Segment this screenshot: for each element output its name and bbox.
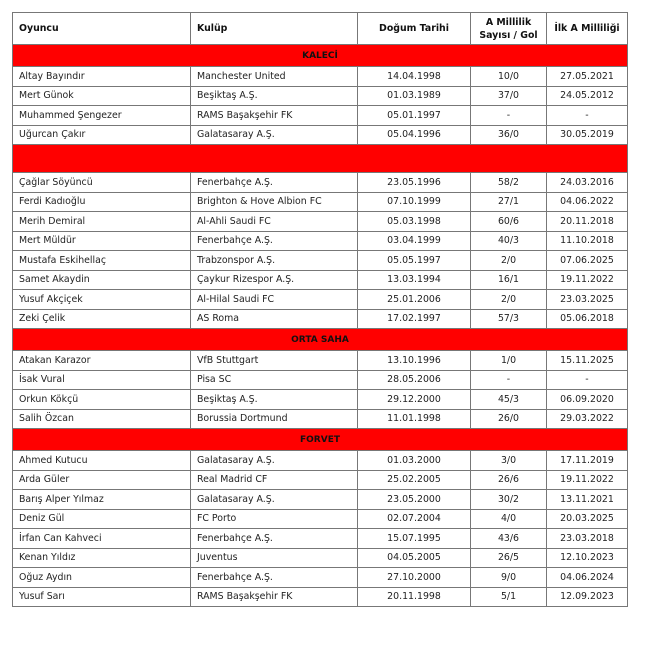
player-birth-date: 02.07.2004	[358, 509, 471, 529]
player-name: Mert Müldür	[13, 231, 191, 251]
table-row	[13, 470, 628, 490]
player-debut-date: -	[547, 370, 628, 390]
player-caps-goals: 16/1	[471, 270, 547, 290]
table-row	[13, 212, 628, 232]
player-debut-date: 13.11.2021	[547, 490, 628, 510]
player-caps-goals: 2/0	[471, 290, 547, 310]
header-club: Kulüp	[191, 13, 358, 45]
player-caps-goals: 9/0	[471, 568, 547, 588]
player-name: Salih Özcan	[13, 409, 191, 429]
player-name: Uğurcan Çakır	[13, 125, 191, 145]
player-caps-goals: 10/0	[471, 67, 547, 87]
player-club: Beşiktaş A.Ş.	[191, 390, 358, 410]
player-caps-goals: 3/0	[471, 451, 547, 471]
player-club: Juventus	[191, 548, 358, 568]
player-caps-goals: 36/0	[471, 125, 547, 145]
player-birth-date: 04.05.2005	[358, 548, 471, 568]
player-birth-date: 01.03.1989	[358, 86, 471, 106]
player-debut-date: 23.03.2018	[547, 529, 628, 549]
player-club: Real Madrid CF	[191, 470, 358, 490]
player-club: RAMS Başakşehir FK	[191, 587, 358, 607]
player-debut-date: 20.03.2025	[547, 509, 628, 529]
player-birth-date: 27.10.2000	[358, 568, 471, 588]
player-club: RAMS Başakşehir FK	[191, 106, 358, 126]
player-debut-date: 17.11.2019	[547, 451, 628, 471]
player-name: Kenan Yıldız	[13, 548, 191, 568]
player-birth-date: 28.05.2006	[358, 370, 471, 390]
player-name: Ahmed Kutucu	[13, 451, 191, 471]
player-club: Fenerbahçe A.Ş.	[191, 529, 358, 549]
player-club: Fenerbahçe A.Ş.	[191, 231, 358, 251]
player-caps-goals: -	[471, 370, 547, 390]
player-birth-date: 07.10.1999	[358, 192, 471, 212]
player-birth-date: 05.01.1997	[358, 106, 471, 126]
player-birth-date: 17.02.1997	[358, 309, 471, 329]
player-birth-date: 01.03.2000	[358, 451, 471, 471]
table-row	[13, 309, 628, 329]
player-caps-goals: 26/6	[471, 470, 547, 490]
player-name: Merih Demiral	[13, 212, 191, 232]
player-club: Al-Ahli Saudi FC	[191, 212, 358, 232]
player-birth-date: 05.04.1996	[358, 125, 471, 145]
player-club: Galatasaray A.Ş.	[191, 125, 358, 145]
section-header	[13, 429, 628, 451]
player-name: İsak Vural	[13, 370, 191, 390]
player-debut-date: 15.11.2025	[547, 351, 628, 371]
player-birth-date: 05.03.1998	[358, 212, 471, 232]
table-row	[13, 290, 628, 310]
table-row	[13, 529, 628, 549]
table-row	[13, 490, 628, 510]
player-debut-date: 24.05.2012	[547, 86, 628, 106]
player-debut-date: 04.06.2024	[547, 568, 628, 588]
table-row	[13, 451, 628, 471]
player-birth-date: 23.05.1996	[358, 173, 471, 193]
player-debut-date: 12.09.2023	[547, 587, 628, 607]
player-caps-goals: 2/0	[471, 251, 547, 271]
player-name: Ferdi Kadıoğlu	[13, 192, 191, 212]
table-row	[13, 390, 628, 410]
player-debut-date: 20.11.2018	[547, 212, 628, 232]
player-caps-goals: 58/2	[471, 173, 547, 193]
player-caps-goals: 43/6	[471, 529, 547, 549]
player-name: Deniz Gül	[13, 509, 191, 529]
table-row	[13, 192, 628, 212]
table-row	[13, 231, 628, 251]
player-birth-date: 13.03.1994	[358, 270, 471, 290]
player-birth-date: 25.01.2006	[358, 290, 471, 310]
player-caps-goals: 27/1	[471, 192, 547, 212]
table-row	[13, 587, 628, 607]
player-name: Orkun Kökçü	[13, 390, 191, 410]
player-club: Galatasaray A.Ş.	[191, 490, 358, 510]
squad-table	[12, 12, 628, 607]
player-debut-date: 30.05.2019	[547, 125, 628, 145]
player-club: Galatasaray A.Ş.	[191, 451, 358, 471]
section-header	[13, 45, 628, 67]
player-club: Brighton & Hove Albion FC	[191, 192, 358, 212]
header-caps	[471, 13, 547, 45]
header-debut: İlk A Milliliği	[547, 13, 628, 45]
table-row	[13, 67, 628, 87]
player-birth-date: 15.07.1995	[358, 529, 471, 549]
player-caps-goals: 45/3	[471, 390, 547, 410]
header-caps-line1: A Millilik	[485, 16, 532, 28]
player-name: İrfan Can Kahveci	[13, 529, 191, 549]
table-row	[13, 86, 628, 106]
player-debut-date: 11.10.2018	[547, 231, 628, 251]
table-row	[13, 106, 628, 126]
table-row	[13, 509, 628, 529]
player-name: Zeki Çelik	[13, 309, 191, 329]
player-name: Mert Günok	[13, 86, 191, 106]
table-row	[13, 270, 628, 290]
table-row	[13, 568, 628, 588]
player-debut-date: 19.11.2022	[547, 470, 628, 490]
player-club: Al-Hilal Saudi FC	[191, 290, 358, 310]
player-debut-date: 23.03.2025	[547, 290, 628, 310]
table-row	[13, 251, 628, 271]
player-name: Çağlar Söyüncü	[13, 173, 191, 193]
player-caps-goals: 26/5	[471, 548, 547, 568]
player-name: Samet Akaydin	[13, 270, 191, 290]
header-player: Oyuncu	[13, 13, 191, 45]
player-club: Trabzonspor A.Ş.	[191, 251, 358, 271]
player-caps-goals: 4/0	[471, 509, 547, 529]
player-caps-goals: 40/3	[471, 231, 547, 251]
player-club: Fenerbahçe A.Ş.	[191, 173, 358, 193]
player-caps-goals: 26/0	[471, 409, 547, 429]
player-birth-date: 20.11.1998	[358, 587, 471, 607]
section-title: FORVET	[13, 429, 628, 451]
player-birth-date: 05.05.1997	[358, 251, 471, 271]
player-club: FC Porto	[191, 509, 358, 529]
player-debut-date: 07.06.2025	[547, 251, 628, 271]
table-row	[13, 370, 628, 390]
player-birth-date: 23.05.2000	[358, 490, 471, 510]
header-birth: Doğum Tarihi	[358, 13, 471, 45]
player-caps-goals: 1/0	[471, 351, 547, 371]
player-name: Mustafa Eskihellaç	[13, 251, 191, 271]
player-debut-date: 29.03.2022	[547, 409, 628, 429]
section-title: ORTA SAHA	[13, 329, 628, 351]
player-name: Barış Alper Yılmaz	[13, 490, 191, 510]
player-debut-date: 24.03.2016	[547, 173, 628, 193]
squad-table-body	[13, 45, 628, 607]
player-name: Yusuf Sarı	[13, 587, 191, 607]
section-title	[13, 145, 628, 173]
player-club: VfB Stuttgart	[191, 351, 358, 371]
player-caps-goals: 30/2	[471, 490, 547, 510]
player-name: Muhammed Şengezer	[13, 106, 191, 126]
player-debut-date: -	[547, 106, 628, 126]
player-caps-goals: -	[471, 106, 547, 126]
player-club: Çaykur Rizespor A.Ş.	[191, 270, 358, 290]
player-debut-date: 19.11.2022	[547, 270, 628, 290]
header-caps-line2: Sayısı / Gol	[479, 29, 538, 41]
player-name: Arda Güler	[13, 470, 191, 490]
player-caps-goals: 60/6	[471, 212, 547, 232]
section-title: KALECİ	[13, 45, 628, 67]
player-birth-date: 25.02.2005	[358, 470, 471, 490]
player-birth-date: 11.01.1998	[358, 409, 471, 429]
player-birth-date: 13.10.1996	[358, 351, 471, 371]
player-debut-date: 06.09.2020	[547, 390, 628, 410]
player-birth-date: 29.12.2000	[358, 390, 471, 410]
player-debut-date: 27.05.2021	[547, 67, 628, 87]
table-row	[13, 548, 628, 568]
player-caps-goals: 5/1	[471, 587, 547, 607]
header-row	[13, 13, 628, 45]
player-club: AS Roma	[191, 309, 358, 329]
player-club: Pisa SC	[191, 370, 358, 390]
table-row	[13, 173, 628, 193]
player-club: Beşiktaş A.Ş.	[191, 86, 358, 106]
section-header	[13, 145, 628, 173]
player-birth-date: 03.04.1999	[358, 231, 471, 251]
player-caps-goals: 57/3	[471, 309, 547, 329]
player-club: Manchester United	[191, 67, 358, 87]
section-header	[13, 329, 628, 351]
player-name: Oğuz Aydın	[13, 568, 191, 588]
player-birth-date: 14.04.1998	[358, 67, 471, 87]
player-debut-date: 05.06.2018	[547, 309, 628, 329]
player-name: Yusuf Akçiçek	[13, 290, 191, 310]
player-caps-goals: 37/0	[471, 86, 547, 106]
player-debut-date: 12.10.2023	[547, 548, 628, 568]
player-debut-date: 04.06.2022	[547, 192, 628, 212]
player-club: Fenerbahçe A.Ş.	[191, 568, 358, 588]
table-row	[13, 351, 628, 371]
player-name: Altay Bayındır	[13, 67, 191, 87]
table-row	[13, 125, 628, 145]
player-club: Borussia Dortmund	[191, 409, 358, 429]
table-row	[13, 409, 628, 429]
player-name: Atakan Karazor	[13, 351, 191, 371]
